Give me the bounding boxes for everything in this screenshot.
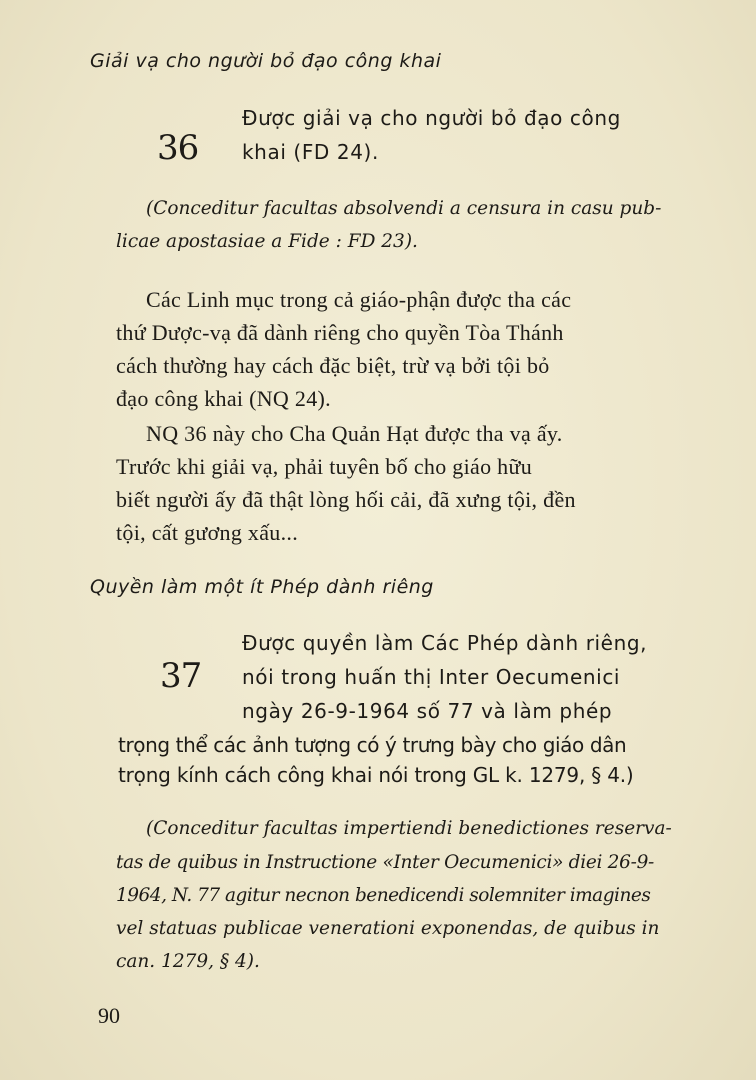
commentary-line: cách thường hay cách đặc biệt, trừ vạ bởi tội bỏ (116, 353, 550, 378)
section-37-latin-line: can. 1279, § 4). (116, 951, 260, 972)
section-37-number: 37 (160, 656, 202, 696)
section-37-text-line: trọng kính cách công khai nói trong GL k. 1279, § 4.) (118, 763, 634, 787)
section-37-text-line: trọng thể các ảnh tượng có ý trưng bày cho giáo dân (118, 733, 627, 757)
commentary-line: Các Linh mục trong cả giáo-phận được tha các (146, 287, 572, 312)
section-36-number: 36 (157, 128, 199, 168)
commentary-line: thứ Dược-vạ đã dành riêng cho quyền Tòa Thánh (116, 320, 564, 345)
section-36-latin-line: (Conceditur facultas absolvendi a censura in casu pub- (146, 198, 662, 219)
commentary-line: biết người ấy đã thật lòng hối cải, đã xưng tội, đền (116, 487, 576, 512)
section-37-text-line: nói trong huấn thị Inter Oecumenici (242, 665, 621, 689)
section-36-heading: Giải vạ cho người bỏ đạo công khai (90, 50, 442, 72)
section-36-latin-line: licae apostasiae a Fide : FD 23). (116, 231, 418, 252)
page-number: 90 (98, 1003, 120, 1028)
commentary-line: Trước khi giải vạ, phải tuyên bố cho giáo hữu (116, 454, 532, 479)
commentary-line: tội, cất gương xấu... (116, 520, 298, 545)
commentary-line: NQ 36 này cho Cha Quản Hạt được tha vạ ấy. (146, 421, 563, 446)
section-36-text-line: Được giải vạ cho người bỏ đạo công (242, 106, 621, 130)
section-37-heading: Quyền làm một ít Phép dành riêng (90, 576, 434, 598)
section-37-text-line: Được quyền làm Các Phép dành riêng, (242, 631, 648, 655)
section-36-text-line: khai (FD 24). (242, 140, 379, 164)
commentary-line: đạo công khai (NQ 24). (116, 386, 331, 411)
section-37-latin-line: (Conceditur facultas impertiendi benedictiones reserva- (146, 818, 672, 839)
section-37-latin-line: vel statuas publicae venerationi exponendas, de quibus in (116, 918, 660, 939)
section-37-latin-line: 1964, N. 77 agitur necnon benedicendi solemniter imagines (116, 885, 651, 906)
section-37-text-line: ngày 26-9-1964 số 77 và làm phép (242, 699, 613, 723)
section-37-latin-line: tas de quibus in Instructione «Inter Oecumenici» diei 26-9- (116, 852, 654, 873)
